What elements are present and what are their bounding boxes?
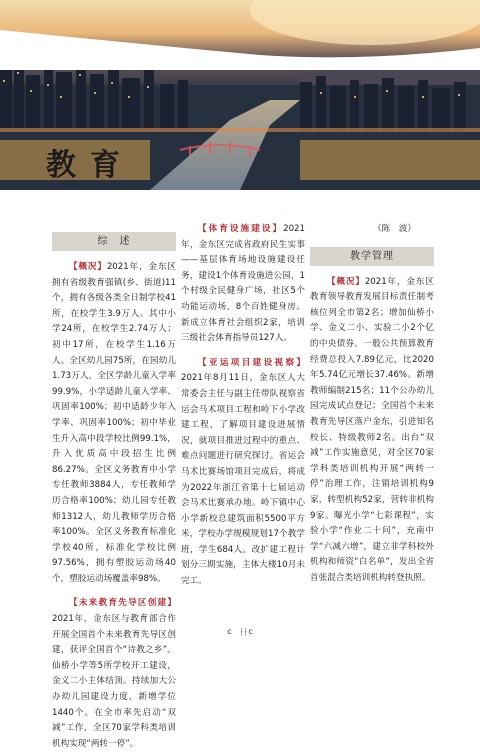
column-3 — [310, 222, 434, 586]
paragraph-management — [310, 275, 434, 587]
paragraph-sports-facilities — [181, 222, 305, 347]
page-footer: c ⸠⸠c — [227, 627, 253, 636]
cover-photo-city-night — [0, 0, 480, 190]
tag-future-education: 【未来教育先导区创建】 — [69, 598, 176, 609]
paragraph-overview — [52, 260, 176, 587]
text-management: 2021年，金东区教育领导教育发展目标责任制考核位列全市第2名；增加仙桥小学、金义二小、实验二小2个亿的中央债券。一般公共预算教育经费总投入7.89亿元，比2020年5.74亿元增长37.46%。新增教师编制215名；11个公办幼儿园完成试点登记；全国首个未来教育先导区落户金东，引进知名校长、特级教师2名。出台“双减”工作实施意见，对全区70家学科类培训机构开展“两转一停”治理工作，注销培训机构9家，转型机构52家，营转非机构9家。曝光小学“七彩课程”，实验小学“作业二十问”，充南中学“六减六增”，建立非学科校外机构和师资“白名单”，发出全省首张混合类培训机构转登执照。 — [310, 276, 434, 583]
tag-sports-facilities: 【体育设施建设】 — [198, 224, 284, 234]
tag-overview: 【概况】 — [69, 262, 107, 272]
white-wave-divider — [0, 0, 480, 70]
column-1 — [52, 232, 176, 752]
author-signature: （陈 波） — [373, 224, 416, 234]
text-overview: 2021年，金东区拥有省级教育强镇(乡、街道)11个，拥有各级各类全日制学校41所，在校学生3.9万人。其中小学24所，在校学生2.74万人；初中17所，在校学生1.16万人。全区幼儿园75所，在园幼儿1.73万人，全区学龄儿童入学率99.9%，小学适龄儿童入学率、巩固率100%；初中适龄少年入学率、巩固率100%；初中毕业生升入高中段学校比例99.1%，升入优质高中段招生比例86.27%。全区义务教育中小学专任教师3884人，专任教师学历合格率100%；幼儿园专任教师1312人，幼儿教师学历合格率100%。全区义务教育标准化学校40所，标准化学校比例97.56%，拥有塑胶运动场40个，塑胶运动场覆盖率98%。 — [52, 262, 176, 584]
text-asian-games-inspection: 2021年8月11日，金东区人大常委会主任与副主任带队视察省运会马术项目工程和岭下小学改建工程，了解项目建设进展情况，就项目推进过程中的重点、难点问题进行研究探讨。省运会马术比赛场馆项目完成后，将成为2022年浙江省第十七届运动会马术比赛承办地。岭下镇中心小学新校总建筑面积5500平方米，学校办学规模规划17个教学班，学生684人。改扩建工程计划分三期实施，主体大楼10月未完工。 — [181, 373, 305, 587]
paragraph-asian-games-inspection — [181, 356, 305, 590]
section-heading-overview: 综 述 — [52, 232, 176, 251]
tag-management: 【概况】 — [327, 276, 365, 287]
section-heading-management: 教学管理 — [310, 247, 434, 266]
text-sports-facilities: 2021年，金东区完成省政府民生实事——基层体育场地设施建设任务，建设1个体育设施进公园，1个村级全民健身广场，社区5个功能运动场，8个百姓健身房。新成立体育社会组织2家，培训三级社会体育指导员127人。 — [181, 224, 305, 344]
column-2 — [181, 222, 305, 590]
paragraph-future-education — [52, 596, 176, 752]
tag-asian-games-inspection: 【亚运项目建设视察】 — [198, 357, 305, 368]
text-future-education: 2021年，金东区与教育部合作开展全国首个未来教育先导区创建，获评全国首个“诗教之乡”。仙桥小学等5所学校开工建设，金义二小主体结顶。持续加大公办幼儿园建设力度，新增学位1440个。在全市率先启动“双减”工作，全区70家学科类培训机构实现“两转一停”。 — [52, 614, 176, 749]
chapter-title: 教育 — [46, 148, 134, 183]
